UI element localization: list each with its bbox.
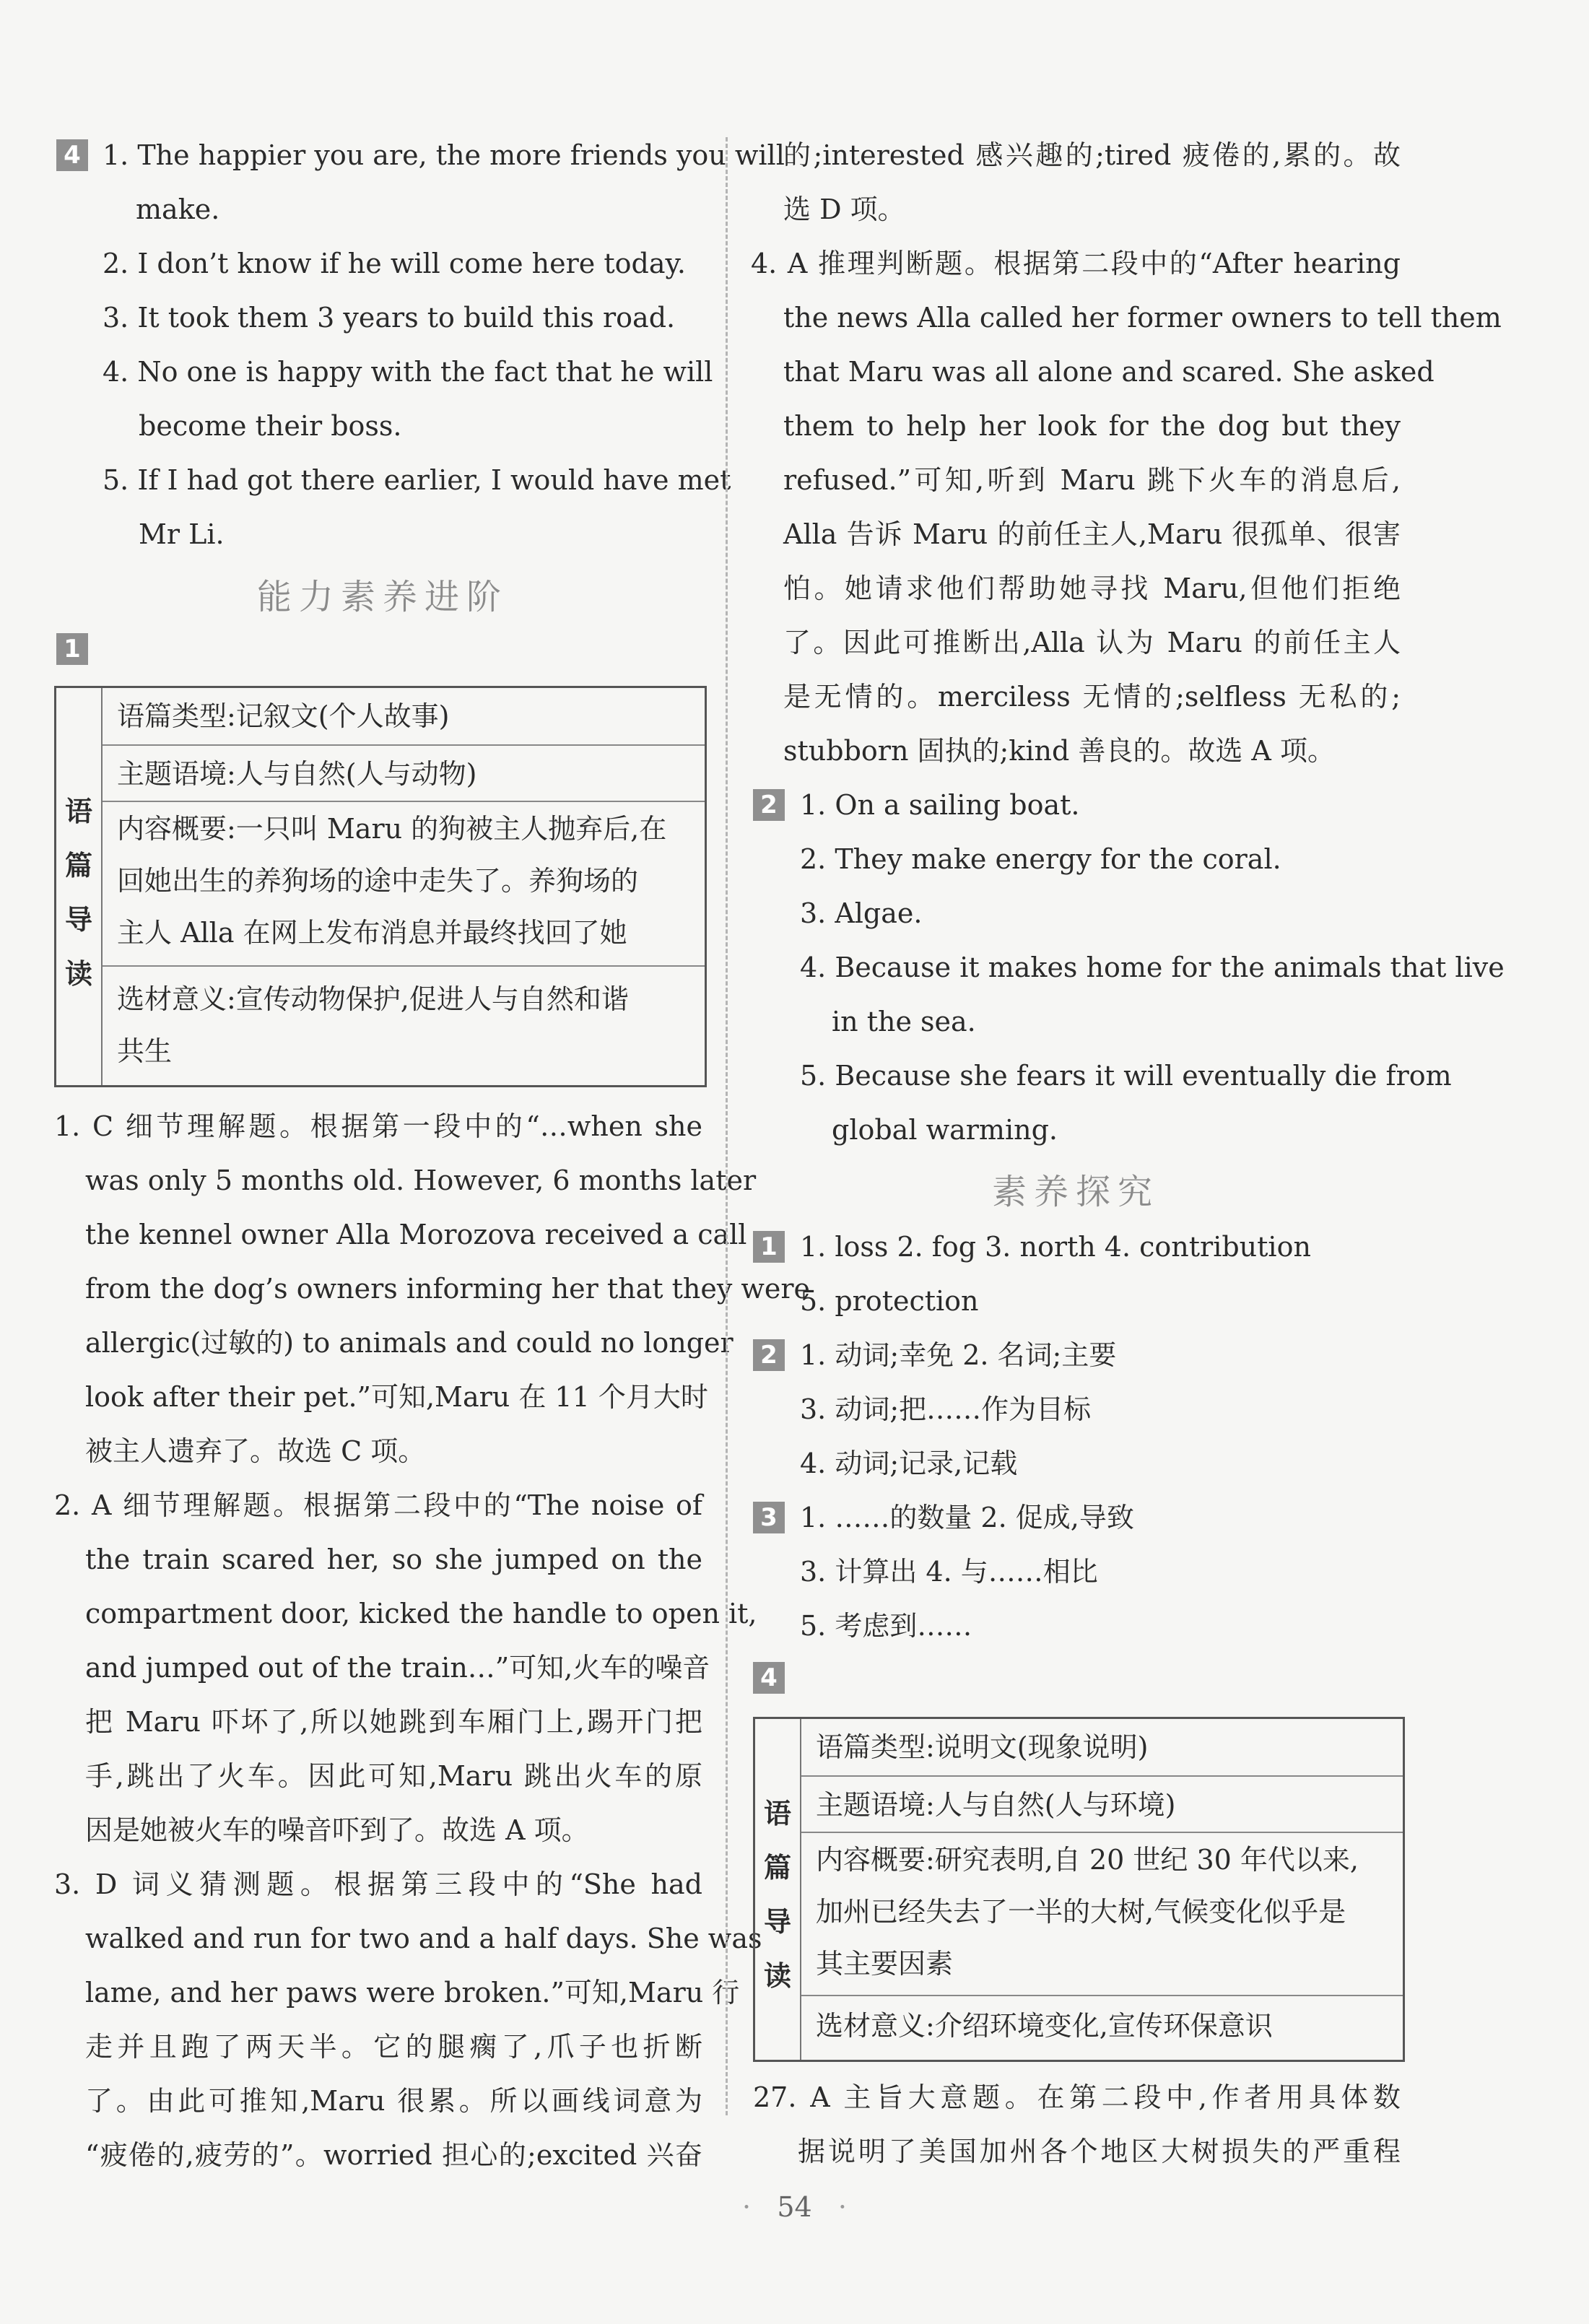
answer-2-2: 2. They make energy for the coral.	[800, 843, 1281, 875]
answer-2-5-line-2: global warming.	[832, 1114, 1058, 1146]
q4-line-9: 是无情的。merciless 无情的;selfless 无私的;	[783, 681, 1401, 713]
answer-2: 2. I don’t know if he will come here today.	[103, 248, 687, 279]
vocab-3-line-3: 5. 考虑到……	[800, 1610, 972, 1642]
q3-line-4: 走并且跑了两天半。它的腿瘸了,爪子也折断	[85, 2031, 702, 2063]
section-badge-2: 2	[753, 789, 785, 821]
q4-line-8: 了。因此可推断出,Alla 认为 Maru 的前任主人	[783, 627, 1401, 658]
q2-line-1: 2. A 细节理解题。根据第二段中的“The noise of	[54, 1489, 702, 1521]
answer-1-line-1: 1. The happier you are, the more friends you will	[103, 139, 785, 171]
q1-line-3: the kennel owner Alla Morozova received a call	[85, 1219, 747, 1250]
guide-2-row-meaning: 选材意义:介绍环境变化,宣传环保意识	[801, 1995, 1403, 2057]
q4-line-4: them to help her look for the dog but they	[783, 410, 1401, 442]
q2-line-4: and jumped out of the train…”可知,火车的噪音	[85, 1652, 710, 1684]
q3-line-3: lame, and her paws were broken.”可知,Maru 行	[85, 1977, 740, 2009]
guide-2-row-summary: 内容概要:研究表明,自 20 世纪 30 年代以来, 加州已经失去了一半的大树,气候变化似乎是 其主要因素	[801, 1832, 1403, 1996]
answer-5-line-1: 5. If I had got there earlier, I would have met	[103, 464, 731, 496]
vocab-3-line-2: 3. 计算出 4. 与……相比	[800, 1556, 1098, 1588]
reading-guide-table-2	[753, 1717, 1405, 2062]
section-badge-4: 4	[56, 139, 88, 171]
q3-cont-line-2: 选 D 项。	[783, 193, 905, 225]
answer-2-5-line-1: 5. Because she fears it will eventually die from	[800, 1060, 1452, 1092]
vocab-2-line-1: 1. 动词;幸免 2. 名词;主要	[800, 1339, 1117, 1371]
q3-line-6: “疲倦的,疲劳的”。worried 担心的;excited 兴奋	[85, 2139, 702, 2171]
q1-line-1: 1. C 细节理解题。根据第一段中的“…when she	[54, 1110, 702, 1142]
vocab-1-line-2: 5. protection	[800, 1285, 979, 1317]
q2-line-2: the train scared her, so she jumped on the	[85, 1544, 702, 1575]
answer-3: 3. It took them 3 years to build this road.	[103, 302, 676, 334]
guide-row-summary: 内容概要:一只叫 Maru 的狗被主人抛弃后,在 回她出生的养狗场的途中走失了。养狗场的 主人 Alla 在网上发布消息并最终找回了她	[103, 801, 705, 967]
column-divider	[726, 137, 728, 2115]
q1-line-2: was only 5 months old. However, 6 months later	[85, 1165, 757, 1196]
section-badge-s4: 4	[753, 1662, 785, 1694]
vocab-2-line-2: 3. 动词;把……作为目标	[800, 1393, 1092, 1425]
guide-2-row-type: 语篇类型:说明文(现象说明)	[816, 1731, 1149, 1763]
guide-row-theme: 主题语境:人与自然(人与动物)	[103, 744, 705, 802]
reading-guide-table	[54, 686, 707, 1087]
guide-row-type: 语篇类型:记叙文(个人故事)	[117, 700, 450, 732]
section-heading-exploration: 素养探究	[991, 1172, 1159, 1212]
reading-guide-side-label: 语 篇 导 读	[56, 688, 103, 1085]
answer-2-1: 1. On a sailing boat.	[800, 789, 1080, 821]
q2-line-6: 手,跳出了火车。因此可知,Maru 跳出火车的原	[85, 1760, 702, 1792]
vocab-2-line-3: 4. 动词;记录,记载	[800, 1448, 1018, 1479]
vocab-3-line-1: 1. ……的数量 2. 促成,导致	[800, 1502, 1134, 1533]
q2-line-5: 把 Maru 吓坏了,所以她跳到车厢门上,踢开门把	[85, 1706, 702, 1738]
page-number: · 54 ·	[741, 2191, 847, 2223]
q1-line-7: 被主人遗弃了。故选 C 项。	[85, 1435, 426, 1467]
q27-line-1: 27. A 主旨大意题。在第二段中,作者用具体数	[753, 2081, 1401, 2113]
q2-line-7: 因是她被火车的噪音吓到了。故选 A 项。	[85, 1814, 589, 1846]
answer-5-line-2: Mr Li.	[139, 518, 225, 550]
q4-line-3: that Maru was all alone and scared. She asked	[783, 356, 1435, 388]
q4-line-2: the news Alla called her former owners to tell them	[783, 302, 1502, 334]
q3-cont-line-1: 的;interested 感兴趣的;tired 疲倦的,累的。故	[783, 139, 1401, 171]
section-badge-1: 1	[56, 633, 88, 665]
vocab-1-line-1: 1. loss 2. fog 3. north 4. contribution	[800, 1231, 1311, 1263]
answer-4-line-2: become their boss.	[139, 410, 402, 442]
guide-2-row-theme: 主题语境:人与自然(人与环境)	[801, 1775, 1403, 1833]
q1-line-5: allergic(过敏的) to animals and could no longer	[85, 1327, 733, 1359]
q4-line-10: stubborn 固执的;kind 善良的。故选 A 项。	[783, 735, 1335, 767]
section-badge-s2: 2	[753, 1339, 785, 1371]
q1-line-4: from the dog’s owners informing her that they were	[85, 1273, 811, 1305]
answer-2-4-line-1: 4. Because it makes home for the animals that live	[800, 952, 1505, 983]
guide-row-meaning: 选材意义:宣传动物保护,促进人与自然和谐 共生	[103, 965, 705, 1082]
q4-line-6: Alla 告诉 Maru 的前任主人,Maru 很孤单、很害	[783, 518, 1401, 550]
q4-line-1: 4. A 推理判断题。根据第二段中的“After hearing	[751, 248, 1401, 279]
answer-1-line-2: make.	[136, 193, 220, 225]
answer-2-3: 3. Algae.	[800, 897, 923, 929]
section-badge-s3: 3	[753, 1502, 785, 1533]
q4-line-7: 怕。她请求他们帮助她寻找 Maru,但他们拒绝	[783, 573, 1401, 604]
section-badge-s1: 1	[753, 1231, 785, 1263]
q3-line-1: 3. D 词义猜测题。根据第三段中的“She had	[54, 1868, 702, 1900]
answer-4-line-1: 4. No one is happy with the fact that he will	[103, 356, 713, 388]
q2-line-3: compartment door, kicked the handle to open it,	[85, 1598, 757, 1629]
answer-2-4-line-2: in the sea.	[832, 1006, 976, 1037]
reading-guide-side-label-2: 语 篇 导 读	[755, 1719, 801, 2060]
q1-line-6: look after their pet.”可知,Maru 在 11 个月大时	[85, 1381, 708, 1413]
q4-line-5: refused.”可知,听到 Maru 跳下火车的消息后,	[783, 464, 1401, 496]
q27-line-2: 据说明了美国加州各个地区大树损失的严重程	[798, 2136, 1401, 2167]
q3-line-5: 了。由此可推知,Maru 很累。所以画线词意为	[85, 2085, 702, 2117]
q3-line-2: walked and run for two and a half days. She was	[85, 1923, 762, 1954]
section-heading-ability: 能力素养进阶	[256, 577, 508, 617]
